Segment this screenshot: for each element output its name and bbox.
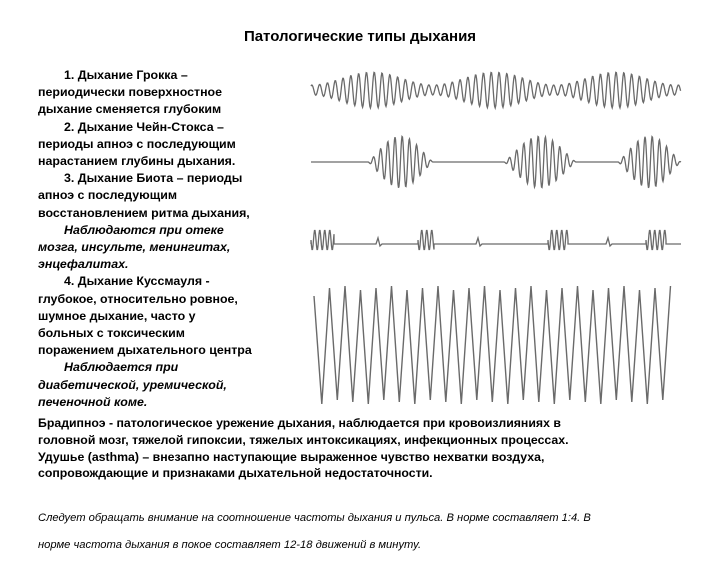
note-line: Следует обращать внимание на соотношение частоты дыхания и пульса. В норме составляет 1:4. В [38,512,591,525]
description-line: шумное дыхание, часто у [38,308,196,323]
description-line: дыхание сменяется глубоким [38,102,222,117]
description-line: Наблюдается при [64,360,179,375]
grocco-breathing-trace [311,72,681,108]
description-line: глубокое, относительно ровное, [38,291,238,306]
description-line: мозга, инсульте, менингитах, [38,240,231,255]
waveform-illustration [306,64,686,414]
description-line: апноэ с последующим [38,188,177,203]
footnote [38,500,688,565]
kussmaul-breathing-trace [314,286,671,404]
description-line: периоды апноэ с последующим [38,136,236,151]
description-line: 4. Дыхание Куссмауля - [64,274,210,289]
paragraph-line: Брадипноэ - патологическое урежение дыхания, наблюдается при кровоизлияниях в [38,416,561,430]
breathing-types-description [38,67,288,411]
page-title: Патологические типы дыхания [243,28,477,45]
bradypnea-asthma-paragraph [38,415,688,482]
note-line: норме частота дыхания в покое составляет 12-18 движений в минуту. [38,538,422,551]
description-line: больных с токсическим [38,326,185,341]
description-line: 3. Дыхание Биота – периоды [64,171,243,186]
biot-breathing-trace [311,230,681,249]
description-line: периодически поверхностное [38,85,223,100]
description-line: диабетической, уремической, [38,377,227,392]
description-line: печеночной коме. [38,394,148,409]
breathing-waveforms [306,64,686,414]
description-line: нарастанием глубины дыхания. [38,154,236,169]
description-line: 2. Дыхание Чейн-Стокса – [64,119,224,134]
description-line: энцефалитах. [38,257,129,272]
description-line: 1. Дыхание Грокка – [64,68,188,82]
paragraph-line: сопровождающие и признаками дыхательной недостаточности. [38,466,433,481]
paragraph-line: Удушье (asthma) – внезапно наступающие выраженное чувство нехватки воздуха, [38,449,545,464]
paragraph-line: головной мозг, тяжелой гипоксии, тяжелых интоксикациях, инфекционных процессах. [38,432,569,447]
description-line: поражением дыхательного центра [38,343,252,358]
description-line: Наблюдаются при отеке [64,222,224,237]
cheyne-stokes-breathing-trace [311,136,681,187]
description-line: восстановлением ритма дыхания, [38,205,250,220]
